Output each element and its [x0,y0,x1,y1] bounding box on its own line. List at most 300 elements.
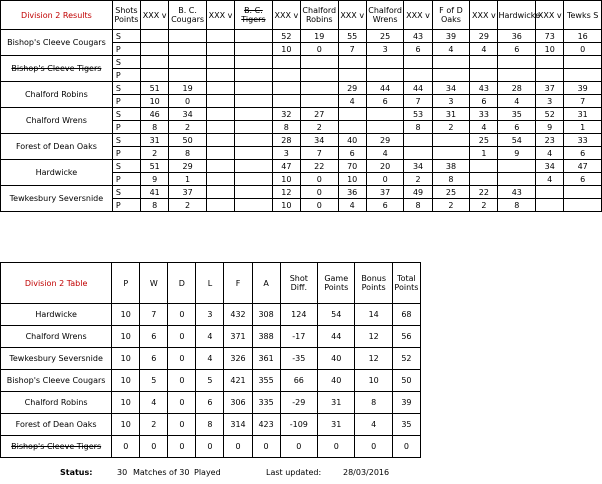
score-cell [206,43,234,56]
league-cell: 39 [392,392,420,414]
league-cell: 2 [140,414,168,436]
results-row [1,108,602,121]
score-cell [432,69,470,82]
league-cell: 432 [224,304,252,326]
status-matches-of: Matches of 30 [133,468,190,477]
league-cell: 10 [355,370,392,392]
score-cell: 55 [338,30,366,43]
score-cell: 7 [300,147,338,160]
score-cell: 9 [536,121,564,134]
league-row [1,436,421,458]
xxx-v-header: XXX v [536,1,564,30]
results-title: Division 2 Results [1,1,113,30]
score-cell: 2 [141,147,169,160]
score-cell [338,121,366,134]
score-cell [206,108,234,121]
score-cell [300,69,338,82]
score-cell: 2 [404,173,432,186]
score-cell [404,134,432,147]
score-cell: 54 [498,134,536,147]
score-cell [235,160,273,173]
league-cell: 423 [252,414,280,436]
results-row [1,186,602,199]
score-cell: 0 [300,43,338,56]
league-team-name: Chalford Wrens [1,326,112,348]
score-cell: 20 [366,160,404,173]
league-cell: -17 [280,326,317,348]
score-cell: 19 [169,82,207,95]
score-cell: 31 [141,134,169,147]
team-name: Hardwicke [1,160,113,186]
score-cell [235,56,273,69]
league-cell: 4 [196,348,224,370]
score-cell: 9 [141,173,169,186]
league-col-header: Game Points [318,263,355,304]
score-cell [141,56,169,69]
score-cell: 2 [432,199,470,212]
opponent-header: Chalford Wrens [366,1,404,30]
status-bar [0,466,602,480]
score-cell: 8 [141,121,169,134]
score-cell: 6 [366,199,404,212]
row-type-p: P [112,199,140,212]
xxx-v-header: XXX v [206,1,234,30]
league-cell: 54 [318,304,355,326]
league-cell: 31 [318,414,355,436]
league-cell: 8 [196,414,224,436]
score-cell: 28 [272,134,300,147]
score-cell: 22 [300,160,338,173]
score-cell [272,69,300,82]
score-cell [498,69,536,82]
score-cell [235,173,273,186]
league-cell: 4 [140,392,168,414]
league-cell: 124 [280,304,317,326]
score-cell [564,69,602,82]
score-cell [272,95,300,108]
score-cell [169,30,207,43]
league-row [1,392,421,414]
score-cell: 34 [404,160,432,173]
row-type-s: S [112,134,140,147]
results-row [1,56,602,69]
league-col-header: Shot Diff. [280,263,317,304]
opponent-header: Hardwicke [498,1,536,30]
league-team-name: Forest of Dean Oaks [1,414,112,436]
row-type-p: P [112,173,140,186]
score-cell [300,82,338,95]
score-cell: 6 [470,95,498,108]
score-cell [470,173,498,186]
league-cell: 40 [318,370,355,392]
league-cell: 8 [355,392,392,414]
score-cell: 8 [169,147,207,160]
score-cell [432,56,470,69]
league-cell: 50 [392,370,420,392]
league-cell: 35 [392,414,420,436]
score-cell [366,56,404,69]
score-cell [206,30,234,43]
score-cell: 2 [432,121,470,134]
score-cell: 4 [498,95,536,108]
league-cell: 0 [224,436,252,458]
league-cell: 7 [140,304,168,326]
score-cell: 4 [536,173,564,186]
row-type-s: S [112,160,140,173]
score-cell: 29 [338,82,366,95]
score-cell: 33 [470,108,498,121]
score-cell: 9 [498,147,536,160]
score-cell [536,199,564,212]
score-cell [169,56,207,69]
score-cell [206,173,234,186]
score-cell: 31 [432,108,470,121]
results-row [1,30,602,43]
league-cell: 66 [280,370,317,392]
score-cell: 44 [366,82,404,95]
score-cell [235,82,273,95]
league-cell: 0 [168,348,196,370]
score-cell [536,186,564,199]
league-cell: 6 [140,348,168,370]
score-cell [235,199,273,212]
score-cell: 7 [404,95,432,108]
score-cell [338,108,366,121]
score-cell: 34 [536,160,564,173]
team-name: Bishop's Cleeve Tigers [1,56,113,82]
score-cell: 50 [169,134,207,147]
league-row [1,348,421,370]
league-cell: 0 [168,370,196,392]
league-cell: 6 [140,326,168,348]
score-cell [235,43,273,56]
team-name: Forest of Dean Oaks [1,134,113,160]
row-type-s: S [112,56,140,69]
league-cell: 308 [252,304,280,326]
score-cell: 70 [338,160,366,173]
score-cell: 33 [564,134,602,147]
score-cell: 29 [169,160,207,173]
opponent-header: B. C. Cougars [169,1,207,30]
league-cell: 10 [112,304,140,326]
score-cell: 8 [404,121,432,134]
score-cell: 6 [338,147,366,160]
league-cell: 40 [318,348,355,370]
row-type-p: P [112,121,140,134]
score-cell [272,82,300,95]
score-cell: 2 [169,199,207,212]
league-cell: -109 [280,414,317,436]
score-cell: 52 [536,108,564,121]
score-cell [498,56,536,69]
league-cell: 52 [392,348,420,370]
league-cell: 421 [224,370,252,392]
opponent-header: B. C. Tigers [235,1,273,30]
league-col-header: P [112,263,140,304]
league-team-name: Bishop's Cleeve Tigers [1,436,112,458]
score-cell: 4 [338,95,366,108]
score-cell: 3 [536,95,564,108]
score-cell [206,95,234,108]
score-cell: 10 [272,199,300,212]
score-cell: 43 [470,82,498,95]
score-cell [498,160,536,173]
score-cell [206,134,234,147]
league-cell: 0 [168,304,196,326]
results-row [1,160,602,173]
score-cell [404,147,432,160]
score-cell [206,147,234,160]
xxx-v-header: XXX v [141,1,169,30]
score-cell: 7 [564,95,602,108]
score-cell: 37 [169,186,207,199]
score-cell [206,160,234,173]
score-cell: 39 [564,82,602,95]
score-cell: 3 [272,147,300,160]
score-cell: 8 [404,199,432,212]
league-cell: 0 [196,436,224,458]
score-cell: 46 [141,108,169,121]
score-cell: 6 [404,43,432,56]
xxx-v-header: XXX v [338,1,366,30]
score-cell [366,69,404,82]
score-cell: 4 [536,147,564,160]
league-cell: 5 [196,370,224,392]
league-cell: 335 [252,392,280,414]
league-title: Division 2 Table [1,263,112,304]
score-cell: 4 [470,121,498,134]
score-cell [300,56,338,69]
league-cell: 68 [392,304,420,326]
score-cell [470,160,498,173]
score-cell: 8 [432,173,470,186]
league-cell: 14 [355,304,392,326]
league-col-header: F [224,263,252,304]
score-cell: 4 [338,199,366,212]
score-cell: 41 [141,186,169,199]
score-cell [470,69,498,82]
last-updated-date: 28/03/2016 [343,468,390,477]
score-cell: 34 [432,82,470,95]
score-cell: 36 [498,30,536,43]
score-cell [206,199,234,212]
score-cell: 43 [404,30,432,43]
score-cell: 47 [272,160,300,173]
league-cell: 6 [196,392,224,414]
score-cell: 23 [536,134,564,147]
league-cell: 4 [355,414,392,436]
score-cell: 38 [432,160,470,173]
league-col-header: D [168,263,196,304]
score-cell: 19 [300,30,338,43]
league-table [0,262,421,458]
xxx-v-header: XXX v [272,1,300,30]
league-cell: -29 [280,392,317,414]
score-cell: 8 [272,121,300,134]
league-row [1,414,421,436]
score-cell: 10 [272,43,300,56]
status-label: Status: [60,468,93,477]
league-team-name: Hardwicke [1,304,112,326]
score-cell [366,121,404,134]
score-cell: 10 [536,43,564,56]
score-cell [206,121,234,134]
team-name: Chalford Wrens [1,108,113,134]
score-cell [206,56,234,69]
league-cell: 0 [112,436,140,458]
league-cell: -35 [280,348,317,370]
score-cell: 22 [470,186,498,199]
league-col-header: L [196,263,224,304]
score-cell [470,56,498,69]
score-cell: 3 [432,95,470,108]
score-cell [366,108,404,121]
opponent-header: Chalford Robins [300,1,338,30]
score-cell: 1 [564,121,602,134]
score-cell: 10 [338,173,366,186]
league-col-header: A [252,263,280,304]
league-cell: 12 [355,348,392,370]
league-col-header: Bonus Points [355,263,392,304]
score-cell [235,95,273,108]
score-cell: 49 [404,186,432,199]
opponent-header: Tewks S [564,1,602,30]
score-cell: 0 [300,186,338,199]
score-cell [272,56,300,69]
xxx-v-header: XXX v [404,1,432,30]
score-cell [169,69,207,82]
score-cell: 37 [366,186,404,199]
score-cell: 34 [169,108,207,121]
league-cell: 3 [196,304,224,326]
league-row [1,326,421,348]
score-cell: 0 [300,173,338,186]
score-cell [404,69,432,82]
league-cell: 10 [112,414,140,436]
score-cell: 47 [564,160,602,173]
league-cell: 388 [252,326,280,348]
score-cell: 51 [141,82,169,95]
score-cell [536,69,564,82]
status-played-count: 30 [117,468,128,477]
league-col-header: Total Points [392,263,420,304]
score-cell [206,69,234,82]
league-cell: 355 [252,370,280,392]
score-cell [169,43,207,56]
score-cell: 73 [536,30,564,43]
score-cell: 10 [272,173,300,186]
score-cell: 28 [498,82,536,95]
results-row [1,82,602,95]
league-cell: 306 [224,392,252,414]
score-cell: 25 [432,186,470,199]
score-cell [235,147,273,160]
score-cell [141,69,169,82]
opponent-header: F of D Oaks [432,1,470,30]
score-cell: 34 [300,134,338,147]
row-type-s: S [112,186,140,199]
score-cell: 35 [498,108,536,121]
score-cell: 0 [300,199,338,212]
league-cell: 0 [168,326,196,348]
league-col-header: W [140,263,168,304]
league-cell: 0 [168,414,196,436]
score-cell: 36 [338,186,366,199]
row-type-p: P [112,43,140,56]
score-cell [141,43,169,56]
score-cell: 7 [338,43,366,56]
score-cell: 16 [564,30,602,43]
score-cell: 29 [366,134,404,147]
score-cell [338,56,366,69]
league-cell: 12 [355,326,392,348]
league-cell: 56 [392,326,420,348]
score-cell: 2 [300,121,338,134]
score-cell: 1 [169,173,207,186]
score-cell [432,147,470,160]
row-type-s: S [112,30,140,43]
league-cell: 314 [224,414,252,436]
score-cell: 25 [366,30,404,43]
league-cell: 10 [112,392,140,414]
score-cell: 40 [338,134,366,147]
score-cell: 29 [470,30,498,43]
score-cell [141,30,169,43]
score-cell: 3 [366,43,404,56]
team-name: Tewkesbury Seversnide [1,186,113,212]
row-type-s: S [112,108,140,121]
score-cell: 2 [470,199,498,212]
results-table [0,0,602,212]
league-cell: 0 [355,436,392,458]
score-cell: 31 [564,108,602,121]
score-cell: 2 [169,121,207,134]
score-cell: 39 [432,30,470,43]
score-cell: 6 [498,121,536,134]
score-cell: 6 [564,147,602,160]
league-cell: 31 [318,392,355,414]
score-cell [206,82,234,95]
score-cell: 53 [404,108,432,121]
score-cell [564,56,602,69]
score-cell [564,199,602,212]
score-cell [432,134,470,147]
score-cell: 10 [141,95,169,108]
league-row [1,304,421,326]
score-cell [564,186,602,199]
score-cell [536,56,564,69]
row-type-p: P [112,69,140,82]
row-type-s: S [112,82,140,95]
score-cell: 8 [498,199,536,212]
status-played-word: Played [194,468,221,477]
row-type-p: P [112,147,140,160]
results-row [1,134,602,147]
score-cell: 0 [169,95,207,108]
score-cell: 37 [536,82,564,95]
score-cell: 43 [498,186,536,199]
league-cell: 0 [168,392,196,414]
score-cell: 6 [498,43,536,56]
league-cell: 0 [252,436,280,458]
league-cell: 10 [112,348,140,370]
score-cell: 8 [141,199,169,212]
score-cell: 32 [272,108,300,121]
score-cell [498,173,536,186]
score-cell: 4 [432,43,470,56]
shots-points-header: Shots Points [112,1,140,30]
league-cell: 0 [392,436,420,458]
